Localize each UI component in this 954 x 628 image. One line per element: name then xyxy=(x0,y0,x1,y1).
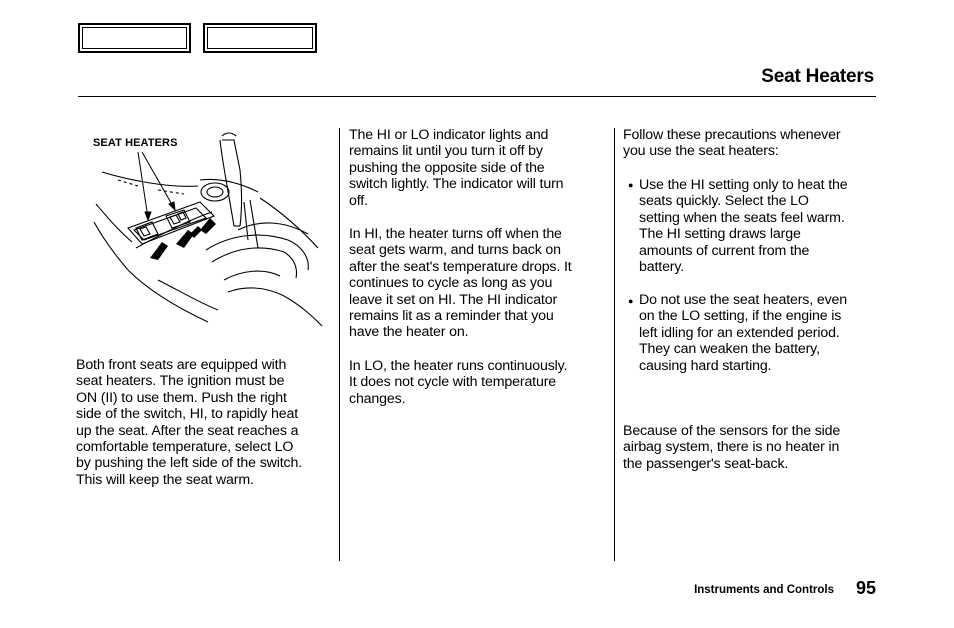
column3-closing xyxy=(623,423,840,472)
text-line: continues to cycle as long as you xyxy=(349,275,553,292)
text-line: ON (II) to use them. Push the right xyxy=(76,389,287,406)
text-line: changes. xyxy=(349,390,406,407)
column3-bullet-1 xyxy=(639,177,847,275)
text-line: comfortable temperature, select LO xyxy=(76,439,294,456)
text-line: Both front seats are equipped with xyxy=(76,357,287,373)
text-line: seat heaters. The ignition must be xyxy=(76,373,285,390)
text-line: have the heater on. xyxy=(349,324,469,341)
footer-section-label: Instruments and Controls xyxy=(694,584,834,596)
nav-tab-1[interactable] xyxy=(78,23,191,53)
text-line: on the LO setting, if the engine is xyxy=(639,308,842,325)
text-line: Do not use the seat heaters, even xyxy=(639,292,848,308)
text-line: Follow these precautions whenever xyxy=(623,127,841,143)
figure-label: SEAT HEATERS xyxy=(93,137,178,149)
title-divider xyxy=(78,96,876,97)
column-divider-2 xyxy=(614,128,615,561)
column1-paragraph xyxy=(76,357,302,488)
page-title: Seat Heaters xyxy=(761,66,874,87)
text-line: seats quickly. Select the LO xyxy=(639,193,809,210)
text-line: up the seat. After the seat reaches a xyxy=(76,422,299,439)
console-edge-line xyxy=(102,172,198,186)
text-line: They can weaken the battery, xyxy=(639,341,820,358)
text-line: you use the seat heaters: xyxy=(623,143,779,160)
nav-tab-2[interactable] xyxy=(203,23,317,53)
text-line: leave it set on HI. The HI indicator xyxy=(349,291,558,308)
text-line: Use the HI setting only to heat the xyxy=(639,177,848,193)
text-line: Because of the sensors for the side xyxy=(623,423,841,439)
text-line: by pushing the left side of the switch. xyxy=(76,455,303,472)
bullet-dot-icon: ● xyxy=(628,180,634,190)
text-line: The HI setting draws large xyxy=(639,226,801,243)
text-line: seat gets warm, and turns back on xyxy=(349,242,561,259)
column-divider-1 xyxy=(339,128,340,561)
bullet-dot-icon: ● xyxy=(628,296,634,306)
column3-bullet-2 xyxy=(639,292,847,374)
text-line: battery. xyxy=(639,259,685,276)
text-line: This will keep the seat warm. xyxy=(76,471,254,488)
text-line: remains lit until you turn it off by xyxy=(349,143,543,160)
text-line: amounts of current from the xyxy=(639,242,810,259)
column3-intro xyxy=(623,127,840,160)
column2-paragraph-2 xyxy=(349,226,572,341)
text-line: In HI, the heater turns off when the xyxy=(349,226,562,242)
text-line: causing hard starting. xyxy=(639,357,772,374)
page-number: 95 xyxy=(855,578,876,598)
text-line: the passenger's seat-back. xyxy=(623,455,789,472)
text-line: side of the switch, HI, to rapidly heat xyxy=(76,406,299,423)
text-line: pushing the opposite side of the xyxy=(349,159,545,176)
text-line: In LO, the heater runs continuously. xyxy=(349,358,568,374)
text-line: off. xyxy=(349,192,368,209)
text-line: switch lightly. The indicator will turn xyxy=(349,176,564,193)
seat-heater-switch-illustration xyxy=(88,130,334,330)
text-line: airbag system, there is no heater in xyxy=(623,439,840,456)
press-arrow-icon xyxy=(150,242,168,260)
text-line: left idling for an extended period. xyxy=(639,324,840,341)
text-line: The HI or LO indicator lights and xyxy=(349,127,549,143)
text-line: after the seat's temperature drops. It xyxy=(349,258,572,275)
text-line: setting when the seats feel warm. xyxy=(639,209,845,226)
text-line: remains lit as a reminder that you xyxy=(349,308,554,325)
column2-paragraph-1 xyxy=(349,127,563,209)
text-line: It does not cycle with temperature xyxy=(349,374,557,391)
column2-paragraph-3 xyxy=(349,358,567,407)
